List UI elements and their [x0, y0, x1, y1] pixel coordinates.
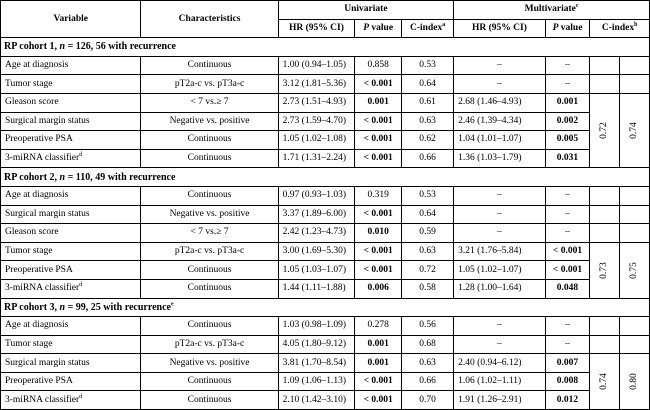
cohort-header-row — [1, 298, 650, 317]
multi-hr-cell: 1.04 (1.01–1.07) — [454, 131, 545, 150]
cohort-label: RP cohort 2, n = 110, 49 with recurrence — [1, 168, 650, 187]
multi-cindex-value-2: 0.74 — [620, 93, 650, 167]
multi-hr-cell: 1.05 (1.02–1.07) — [454, 261, 545, 280]
table-row — [1, 149, 650, 168]
cohort-header-row — [1, 38, 650, 57]
uni-cindex-cell: 0.66 — [402, 372, 454, 391]
uni-p-cell: 0.858 — [355, 56, 402, 75]
uni-p-cell: 0.001 — [355, 93, 402, 112]
uni-cindex-cell: 0.53 — [402, 56, 454, 75]
characteristics-cell: pT2a-c vs. pT3a-c — [141, 242, 278, 261]
characteristics-cell: Continuous — [141, 261, 278, 280]
uni-hr-cell: 1.03 (0.98–1.09) — [278, 317, 355, 336]
multi-p-cell: 0.001 — [545, 93, 590, 112]
uni-hr-cell: 3.81 (1.70–8.54) — [278, 354, 355, 373]
uni-p-cell: < 0.001 — [355, 205, 402, 224]
cohort-label: RP cohort 1, n = 126, 56 with recurrence — [1, 38, 650, 57]
uni-p-cell: < 0.001 — [355, 149, 402, 168]
variable-cell: Gleason score — [1, 224, 141, 243]
uni-cindex-cell: 0.64 — [402, 75, 454, 94]
uni-p-cell: < 0.001 — [355, 372, 402, 391]
multi-hr-cell: – — [454, 224, 545, 243]
multi-cindex-empty — [620, 317, 650, 336]
uni-hr-cell: 0.97 (0.93–1.03) — [278, 186, 355, 205]
variable-cell: Surgical margin status — [1, 205, 141, 224]
multi-hr-cell: 2.40 (0.94–6.12) — [454, 354, 545, 373]
multi-p-cell: < 0.001 — [545, 261, 590, 280]
multi-cindex-value-1: 0.72 — [590, 93, 620, 167]
variable-cell: Tumor stage — [1, 75, 141, 94]
header-multi-hr: HR (95% CI) — [454, 19, 545, 38]
uni-hr-cell: 4.05 (1.80–9.12) — [278, 335, 355, 354]
multi-hr-cell: 3.21 (1.76–5.84) — [454, 242, 545, 261]
variable-cell: Preoperative PSA — [1, 372, 141, 391]
table-row — [1, 354, 650, 373]
multi-cindex-empty — [620, 205, 650, 224]
header-multi-p: P value — [545, 19, 590, 38]
variable-cell: Surgical margin status — [1, 354, 141, 373]
table-row — [1, 224, 650, 243]
variable-cell: 3-miRNA classifier$^d$ — [1, 391, 141, 410]
characteristics-cell: Continuous — [141, 186, 278, 205]
multi-cindex-empty — [590, 75, 620, 94]
uni-p-cell: 0.319 — [355, 186, 402, 205]
uni-hr-cell: 2.73 (1.59–4.70) — [278, 112, 355, 131]
table-row — [1, 372, 650, 391]
table-row — [1, 391, 650, 410]
variable-cell: Age at diagnosis — [1, 317, 141, 336]
uni-cindex-cell: 0.66 — [402, 149, 454, 168]
header-multivariate: Multivariate$^c$ — [454, 1, 650, 20]
multi-cindex-empty — [590, 335, 620, 354]
cohort-label: RP cohort 3, n = 99, 25 with recurrence$^e$ — [1, 298, 650, 317]
characteristics-cell: Continuous — [141, 279, 278, 298]
multi-p-cell: – — [545, 224, 590, 243]
variable-cell: 3-miRNA classifier$^d$ — [1, 279, 141, 298]
multi-hr-cell: – — [454, 186, 545, 205]
table-header — [1, 1, 650, 38]
uni-hr-cell: 3.37 (1.89–6.00) — [278, 205, 355, 224]
multi-hr-cell: – — [454, 56, 545, 75]
characteristics-cell: Continuous — [141, 391, 278, 410]
multi-p-cell: 0.012 — [545, 391, 590, 410]
uni-cindex-cell: 0.61 — [402, 93, 454, 112]
characteristics-cell: pT2a-c vs. pT3a-c — [141, 75, 278, 94]
uni-cindex-cell: 0.63 — [402, 112, 454, 131]
table-row — [1, 93, 650, 112]
multi-hr-cell: 1.06 (1.02–1.11) — [454, 372, 545, 391]
multi-hr-cell: – — [454, 75, 545, 94]
characteristics-cell: Continuous — [141, 131, 278, 150]
cohort-header-row — [1, 168, 650, 187]
variable-cell: Gleason score — [1, 93, 141, 112]
uni-cindex-cell: 0.64 — [402, 205, 454, 224]
multi-p-cell: 0.007 — [545, 354, 590, 373]
multi-p-cell: < 0.001 — [545, 242, 590, 261]
header-variable: Variable — [1, 1, 141, 38]
uni-cindex-cell: 0.59 — [402, 224, 454, 243]
multi-hr-cell: – — [454, 205, 545, 224]
header-uni-cindex: C-index$^a$ — [402, 19, 454, 38]
variable-cell: Preoperative PSA — [1, 131, 141, 150]
multi-hr-cell: 2.46 (1.39–4.34) — [454, 112, 545, 131]
uni-p-cell: 0.010 — [355, 224, 402, 243]
uni-hr-cell: 2.10 (1.42–3.10) — [278, 391, 355, 410]
variable-cell: Preoperative PSA — [1, 261, 141, 280]
uni-cindex-cell: 0.72 — [402, 261, 454, 280]
uni-hr-cell: 2.42 (1.23–4.73) — [278, 224, 355, 243]
multi-cindex-empty — [590, 205, 620, 224]
uni-hr-cell: 1.05 (1.02–1.08) — [278, 131, 355, 150]
multi-hr-cell: 2.68 (1.46–4.93) — [454, 93, 545, 112]
multi-p-cell: 0.005 — [545, 131, 590, 150]
multi-cindex-empty — [620, 335, 650, 354]
uni-p-cell: < 0.001 — [355, 242, 402, 261]
variable-cell: 3-miRNA classifier$^d$ — [1, 149, 141, 168]
multi-p-cell: 0.002 — [545, 112, 590, 131]
characteristics-cell: Negative vs. positive — [141, 205, 278, 224]
header-univariate: Univariate — [278, 1, 454, 20]
multi-p-cell: – — [545, 335, 590, 354]
multi-hr-cell: 1.36 (1.03–1.79) — [454, 149, 545, 168]
multi-hr-cell: – — [454, 335, 545, 354]
multi-cindex-value-2: 0.80 — [620, 354, 650, 410]
variable-cell: Tumor stage — [1, 335, 141, 354]
uni-hr-cell: 3.00 (1.69–5.30) — [278, 242, 355, 261]
table-row — [1, 131, 650, 150]
multi-cindex-empty — [590, 186, 620, 205]
characteristics-cell: pT2a-c vs. pT3a-c — [141, 335, 278, 354]
header-uni-hr: HR (95% CI) — [278, 19, 355, 38]
uni-cindex-cell: 0.63 — [402, 242, 454, 261]
multi-cindex-empty — [590, 224, 620, 243]
table-row — [1, 261, 650, 280]
header-uni-p: P value — [355, 19, 402, 38]
characteristics-cell: Continuous — [141, 56, 278, 75]
characteristics-cell: Negative vs. positive — [141, 112, 278, 131]
characteristics-cell: Continuous — [141, 372, 278, 391]
uni-p-cell: 0.001 — [355, 335, 402, 354]
multi-p-cell: 0.031 — [545, 149, 590, 168]
table-row — [1, 335, 650, 354]
uni-hr-cell: 1.05 (1.03–1.07) — [278, 261, 355, 280]
uni-cindex-cell: 0.70 — [402, 391, 454, 410]
uni-p-cell: < 0.001 — [355, 261, 402, 280]
uni-hr-cell: 1.71 (1.31–2.24) — [278, 149, 355, 168]
header-multi-cindex: C-index$^b$ — [590, 19, 650, 38]
uni-p-cell: 0.006 — [355, 279, 402, 298]
multi-cindex-empty — [620, 56, 650, 75]
header-characteristics: Characteristics — [141, 1, 278, 38]
multi-hr-cell: – — [454, 317, 545, 336]
uni-hr-cell: 1.09 (1.06–1.13) — [278, 372, 355, 391]
multi-cindex-value-2: 0.75 — [620, 242, 650, 298]
uni-p-cell: 0.278 — [355, 317, 402, 336]
uni-hr-cell: 1.44 (1.11–1.88) — [278, 279, 355, 298]
table-body — [1, 38, 650, 410]
table-row — [1, 112, 650, 131]
uni-cindex-cell: 0.58 — [402, 279, 454, 298]
multi-p-cell: – — [545, 186, 590, 205]
characteristics-cell: Negative vs. positive — [141, 354, 278, 373]
table-row — [1, 317, 650, 336]
uni-cindex-cell: 0.63 — [402, 354, 454, 373]
multi-cindex-empty — [590, 56, 620, 75]
table-row — [1, 75, 650, 94]
multi-hr-cell: 1.28 (1.00–1.64) — [454, 279, 545, 298]
table-row — [1, 186, 650, 205]
characteristics-cell: Continuous — [141, 149, 278, 168]
uni-p-cell: < 0.001 — [355, 75, 402, 94]
multi-p-cell: – — [545, 205, 590, 224]
characteristics-cell: < 7 vs.≥ 7 — [141, 93, 278, 112]
multi-cindex-empty — [590, 317, 620, 336]
table-row — [1, 56, 650, 75]
uni-cindex-cell: 0.68 — [402, 335, 454, 354]
multi-p-cell: – — [545, 75, 590, 94]
multi-cindex-value-1: 0.73 — [590, 242, 620, 298]
uni-cindex-cell: 0.62 — [402, 131, 454, 150]
multi-cindex-empty — [620, 186, 650, 205]
multi-p-cell: 0.048 — [545, 279, 590, 298]
multi-p-cell: – — [545, 317, 590, 336]
multi-p-cell: – — [545, 56, 590, 75]
uni-p-cell: < 0.001 — [355, 112, 402, 131]
table-row — [1, 205, 650, 224]
multi-cindex-value-1: 0.74 — [590, 354, 620, 410]
multi-hr-cell: 1.91 (1.26–2.91) — [454, 391, 545, 410]
characteristics-cell: Continuous — [141, 317, 278, 336]
table-row — [1, 279, 650, 298]
uni-cindex-cell: 0.56 — [402, 317, 454, 336]
uni-p-cell: 0.001 — [355, 354, 402, 373]
uni-hr-cell: 1.00 (0.94–1.05) — [278, 56, 355, 75]
variable-cell: Age at diagnosis — [1, 56, 141, 75]
multi-cindex-empty — [620, 224, 650, 243]
variable-cell: Age at diagnosis — [1, 186, 141, 205]
table-row — [1, 242, 650, 261]
variable-cell: Tumor stage — [1, 242, 141, 261]
uni-hr-cell: 3.12 (1.81–5.36) — [278, 75, 355, 94]
uni-cindex-cell: 0.53 — [402, 186, 454, 205]
uni-hr-cell: 2.73 (1.51–4.93) — [278, 93, 355, 112]
multi-p-cell: 0.008 — [545, 372, 590, 391]
variable-cell: Surgical margin status — [1, 112, 141, 131]
uni-p-cell: < 0.001 — [355, 131, 402, 150]
uni-p-cell: < 0.001 — [355, 391, 402, 410]
characteristics-cell: < 7 vs.≥ 7 — [141, 224, 278, 243]
multi-cindex-empty — [620, 75, 650, 94]
